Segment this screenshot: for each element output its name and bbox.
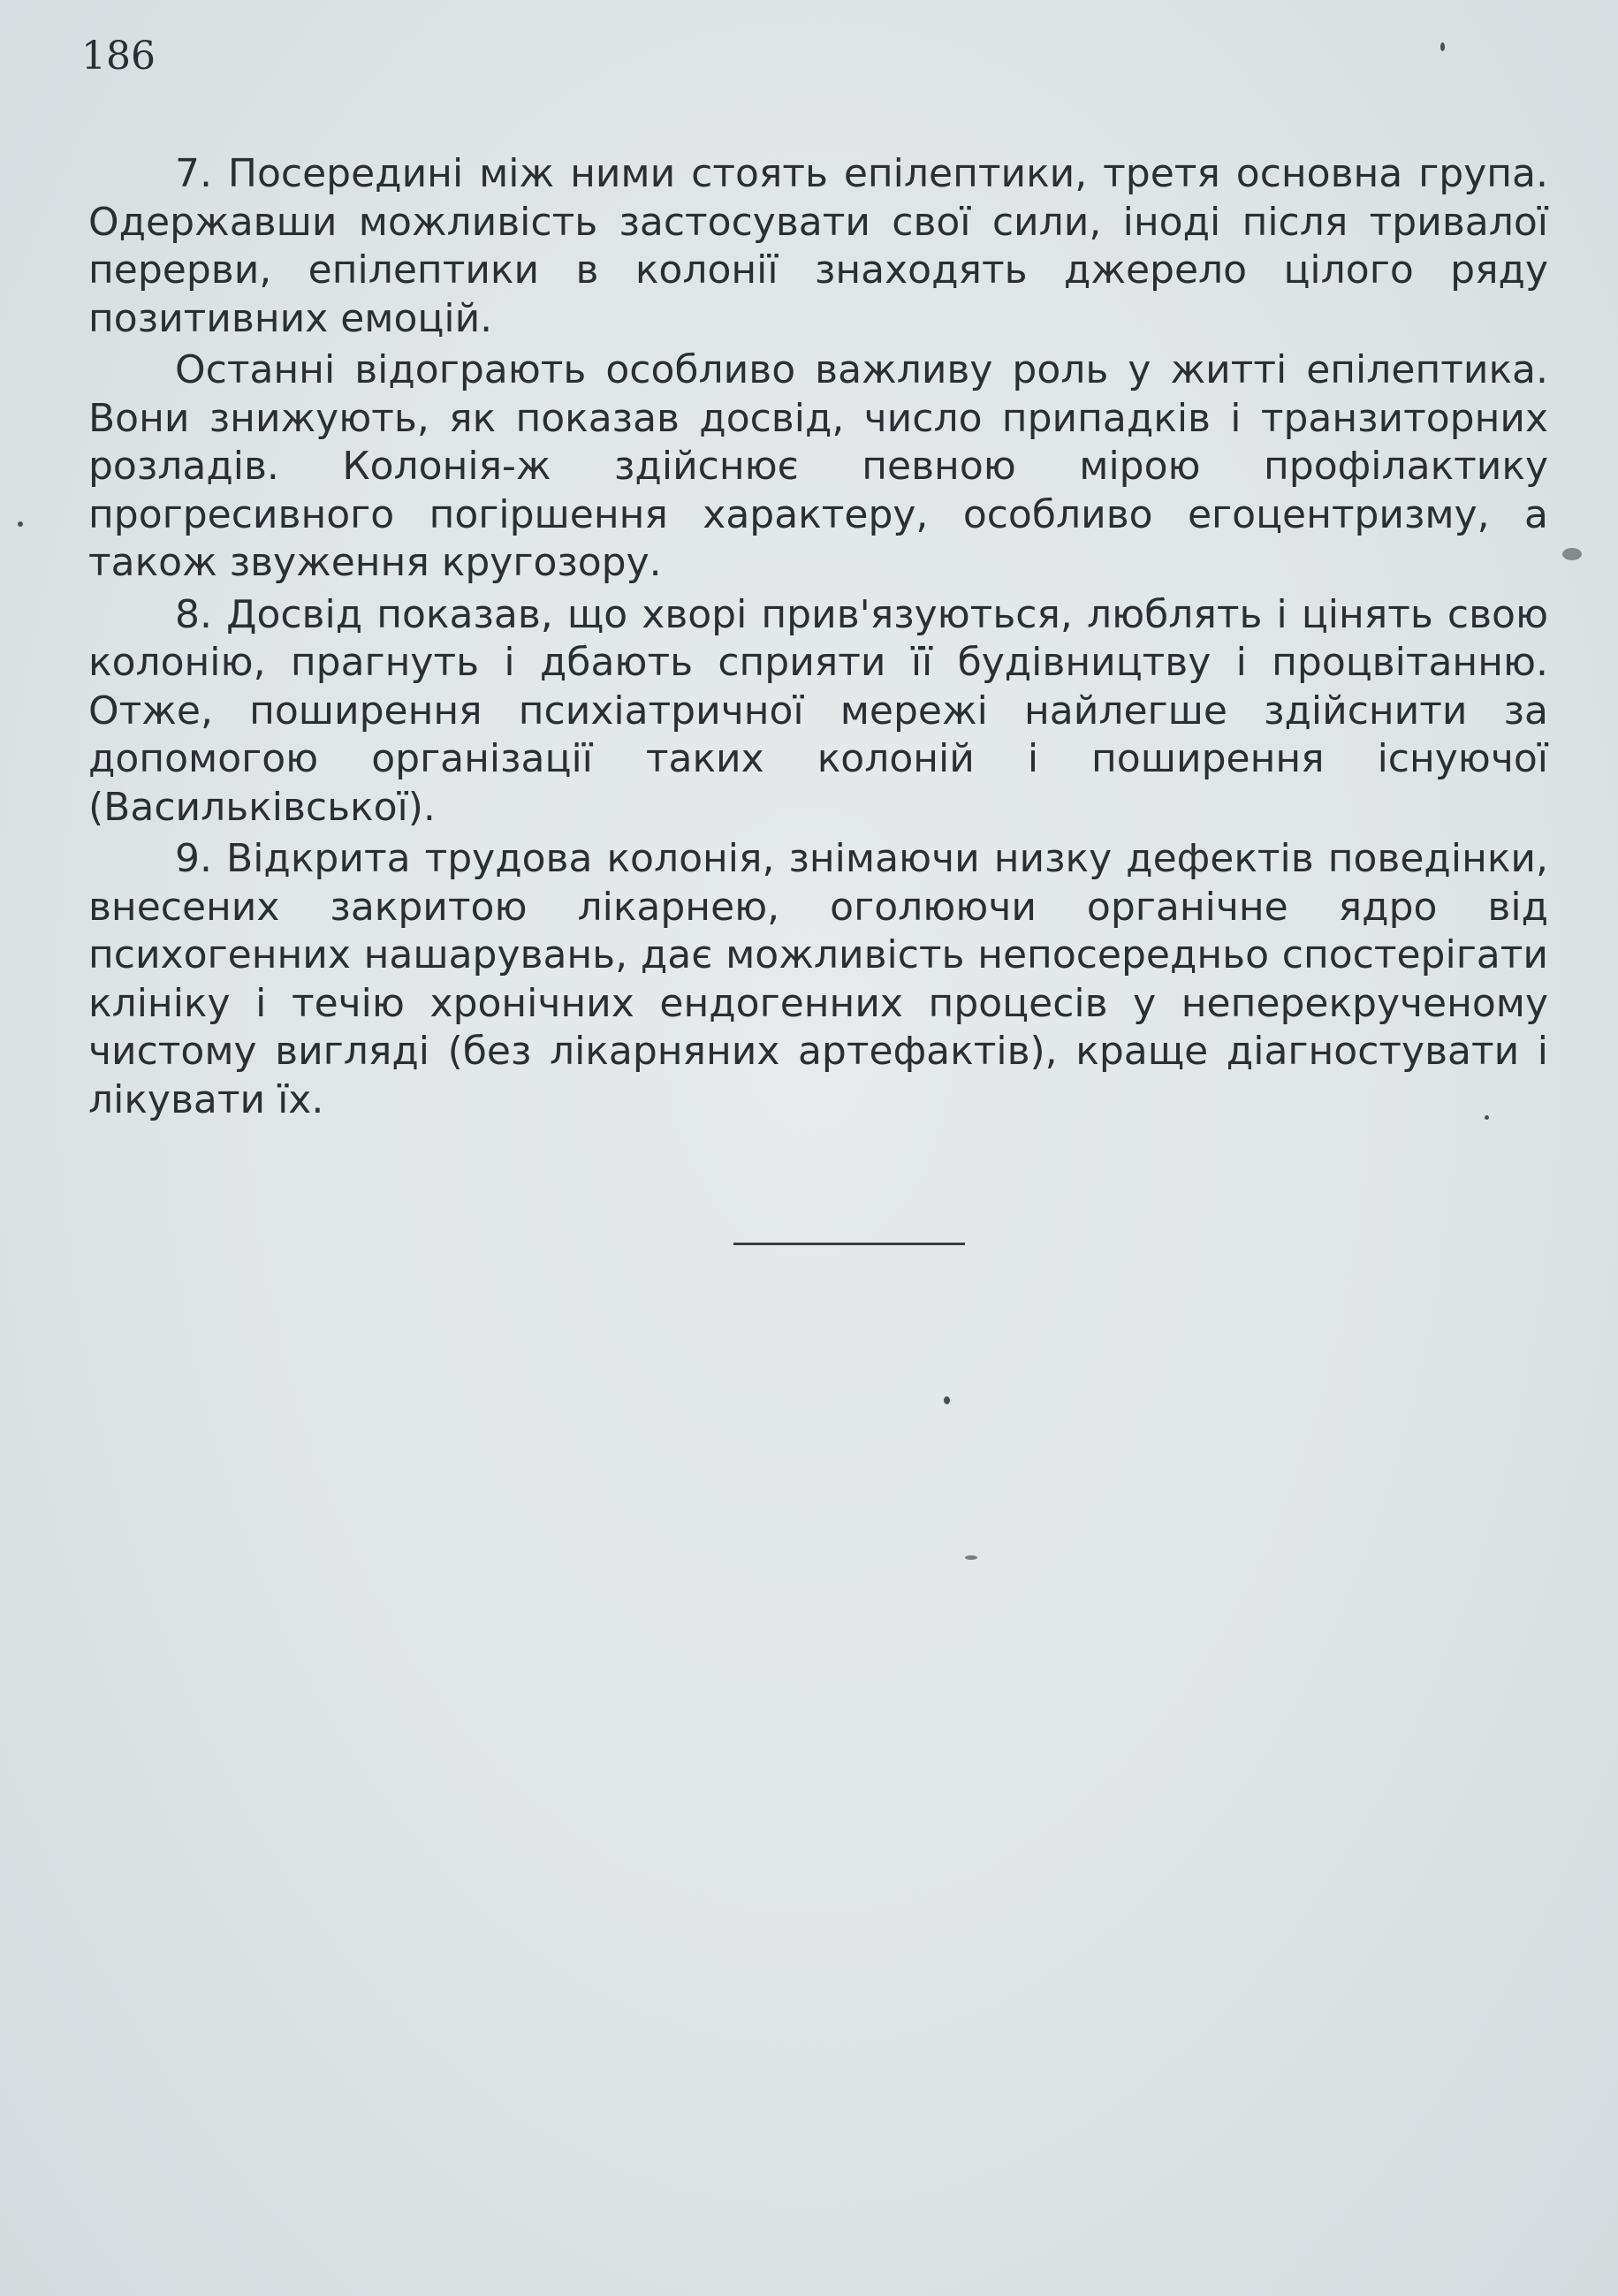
scan-speck — [965, 1555, 977, 1560]
scan-speck — [944, 1396, 950, 1404]
paragraph-8: 8. Досвід показав, що хворі прив'язуються, люблять і цінять свою колонію, прагнуть і дбають сприяти її будівництву і процвітанню. Отже, поширення психіатричної мережі найлегше здійснити за допомогою організації таких колоній і поширення існуючої (Васильківської). — [88, 591, 1548, 830]
scan-speck — [1440, 42, 1445, 51]
paragraph-9: 9. Відкрита трудова колонія, знімаючи низку дефектів поведінки, внесених закритою лікарнею, оголюючи органічне ядро від психогенних нашарувань, дає можливість непосередньо спостерігати клініку і течію хронічних ендогенних процесів у неперекрученому чистому вигляді (без лікарняних артефактів), краще діагностувати і лікувати їх. — [88, 836, 1548, 1122]
scan-speck — [1485, 1115, 1489, 1120]
body-text — [88, 150, 1548, 1128]
paragraph-7-continued: Останні відограють особливо важливу роль у житті епілептика. Вони знижують, як показав досвід, число припадків і транзиторних розладів. Колонія-ж здійснює певною мірою профілактику прогресивного погіршення характеру, особливо егоцентризму, а також звуження кругозору. — [88, 347, 1548, 585]
scan-speck — [18, 521, 23, 527]
section-separator — [733, 1243, 965, 1245]
page-number: 186 — [81, 34, 156, 79]
scan-speck — [1562, 548, 1582, 560]
paragraph-7: 7. Посередині між ними стоять епілептики, третя основна група. Одержавши можливість застосувати свої сили, іноді після тривалої перерви, епілептики в колонії знаходять джерело цілого ряду позитивних емоцій. — [88, 151, 1548, 341]
